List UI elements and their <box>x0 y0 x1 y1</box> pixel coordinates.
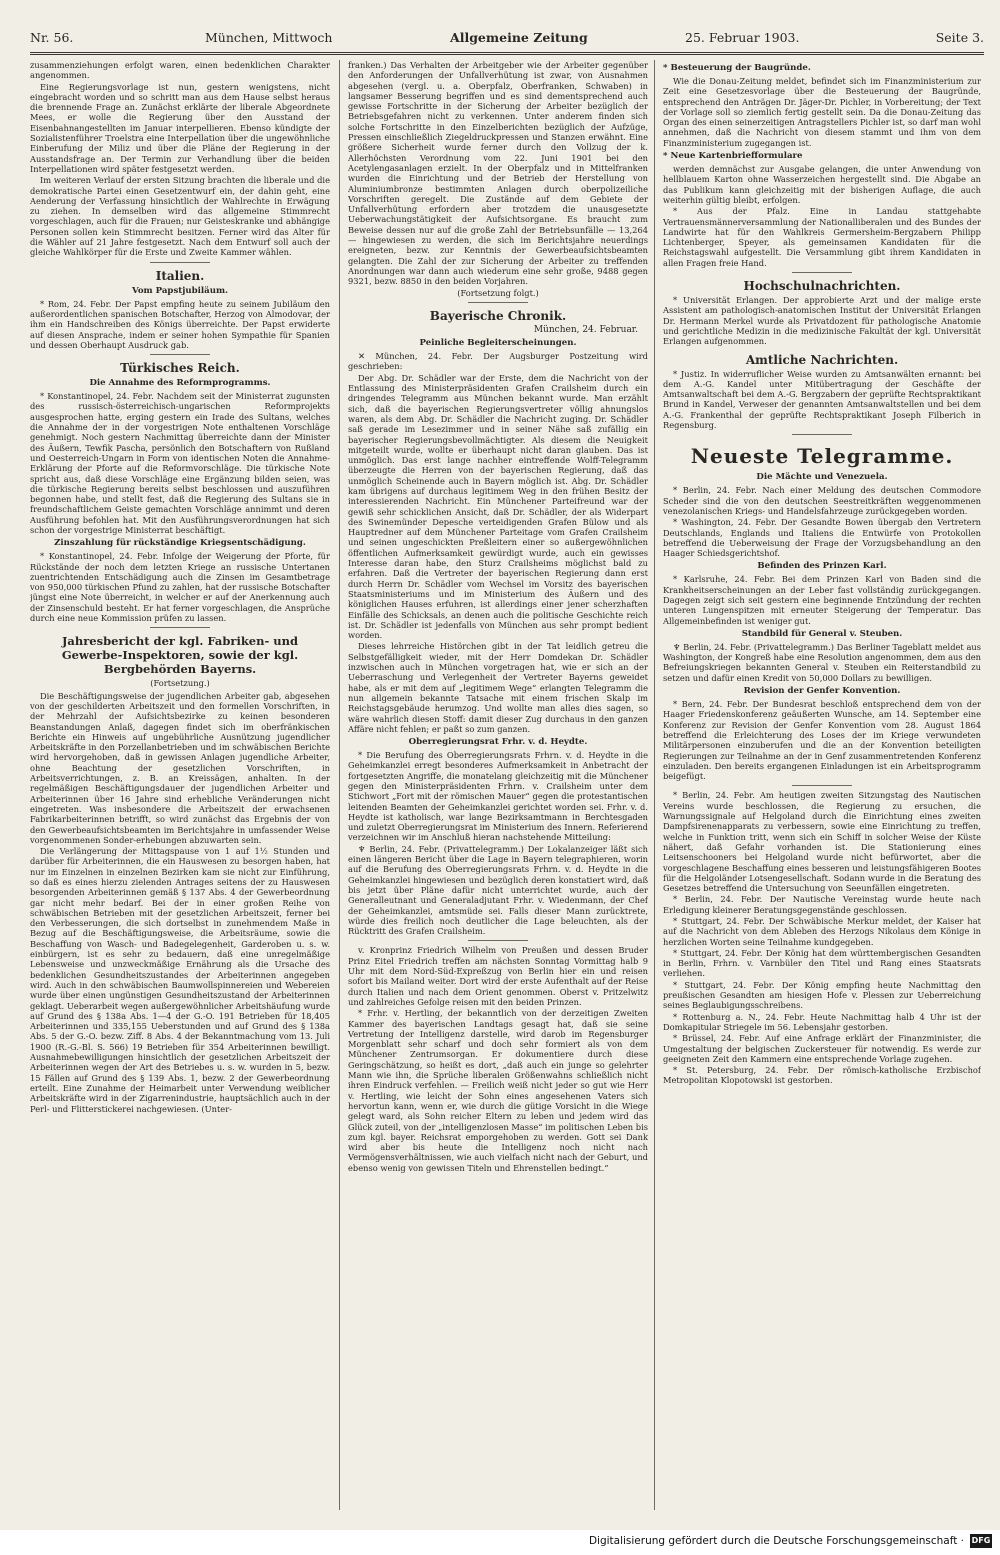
col2-paragraph: Dieses lehrreiche Histörchen gibt in der Tat leidlich getreu die Selbstgefälligkeit wieder, mit der Herr Domdekan Dr. Schädler inzwischen auch in München vorgetragen hat, wie er sich an der Ueberraschung und Verlegenheit der Vertreter Bayerns geweidet habe, als er mit dem auf „legitimem Wege“ erlangten Telegramm die nun allgemein bekannte Tatsache mit einem frischen Skalp im Reichstagsgebäude herumzog. Und wollte man alles dies sagen, so wäre wahrlich diesen Stoff: damit dieser Zug durchaus in den ganzen Affäre nicht fehlen; er paßt so zum ganzen. <box>348 641 648 734</box>
separator <box>150 627 210 628</box>
section-heading-tuerkei: Türkisches Reich. <box>120 361 240 376</box>
col2-paragraph: * Die Berufung des Oberregierungsrats Frhrn. v. d. Heydte in die Geheimkanzlei erregt besonderes Aufmerksamkeit in Anbetracht der fortgesetzten Angriffe, die monatelang gleichzeitig mit die Münchener gegen den Ministerpräsidenten Frhrn. v. Crailsheim unter dem Stichwort „Fort mit der römischen Mauer“ gegen die protestantischen leitenden Beamten der Geheimkanzlei gerichtet worden sei. Frhr. v. d. Heydte ist katholisch, war lange Bezirksamtmann in Berchtesgaden und zuletzt Oberregierungsrat im Ministerium des Innern. Referierend verzeichnen wir im Anschluß hieran nachstehende Mitteilung: <box>348 750 648 843</box>
subheading-papst: Vom Papstjubiläum. <box>131 285 229 296</box>
col3-paragraph: * Stuttgart, 24. Febr. Der König hat dem württembergischen Gesandten in Berlin, Frhrn. v. Varnbüler den Titel und Rang eines Staatsrats verliehen. <box>663 947 981 979</box>
subheading-venezuela: Die Mächte und Venezuela. <box>756 472 888 483</box>
col1-paragraph: * Rom, 24. Febr. Der Papst empfing heute zu seinem Jubiläum den außerordentlichen spanischen Botschafter, Herzog von Almodovar, der ihm ein Handschreiben des Königs überreichte. Der Papst erwiderte auf diesen Ansprache, indem er seiner hohen Sympathie für Spanien und dessen Oberhaupt Ausdruck gab. <box>30 298 330 350</box>
col3-paragraph: * Berlin, 24. Febr. Am heutigen zweiten Sitzungstag des Nautischen Vereins wurde beschlossen, die Regierung zu ersuchen, die Warnungssignale auf Helgoland durch die Einrichtung eines zweiten Dampfsirenenapparats zu verbessern, sowie eine Einrichtung zu treffen, welche in Funktion tritt, wenn sich ein Schiff in solcher Weise der Küste nähert, daß Gefahr vorhanden ist. Die Stationierung eines Leitsenschooners bei Helgoland wurde nicht befürwortet, aber die vorgeschlagene Beschaffung eines besseren und leistungsfähigeren Bootes für die Helgoländer Lotsengesellschaft. Sodann wurde in die Beratung des Gesetzes betreffend die Untersuchung von Seeunfällen eingetreten. <box>663 790 981 894</box>
subheading-steuben: Standbild für General v. Steuben. <box>741 628 903 639</box>
col3-paragraph: Wie die Donau-Zeitung meldet, befindet sich im Finanzministerium zur Zeit eine Gesetzesvorlage über die Besteuerung der Baugründe, entsprechend den Anträgen Dr. Jäger-Dr. Pichler, in Vorbereitung; der Text der Vorlage soll so ziemlich fertig gestellt sein. Da die Donau-Zeitung das Organ des einen seinerzeitigen Antragstellers Pichler ist, so darf man wohl annehmen, daß die Nachricht von diesem stammt und ihm von dem Finanzministerium zugegangen ist. <box>663 76 981 148</box>
col2-paragraph: v. Kronprinz Friedrich Wilhelm von Preußen und dessen Bruder Prinz Eitel Friedrich treffen am nächsten Sonntag Vormittag halb 9 Uhr mit dem Nord-Süd-Expreßzug von Berlin hier ein und reisen sofort bis Mailand weiter. Dort wird der erste Aufenthalt auf der Reise durch Italien und nach dem Orient genommen. Oberst v. Pritzelwitz und zahlreiches Gefolge reisen mit den beiden Prinzen. <box>348 945 648 1007</box>
col3-paragraph: werden demnächst zur Ausgabe gelangen, die unter Anwendung von hellblauem Karton ohne Wasserzeichen hergestellt sind. Die Abgabe an das Publikum kann gleichzeitig mit der bisherigen Auflage, die auch weiterhin gültig bleibt, erfolgen. <box>663 164 981 205</box>
col1-paragraph: Im weiteren Verlauf der ersten Sitzung brachten die liberale und die demokratische Partei einen Gesetzentwurf ein, der dahin geht, eine Aenderung der Verfassung hinsichtlich der Wahlrechte in Erwägung zu ziehen. In demselben wird das allgemeine Stimmrecht vorgeschlagen, auch für die Frauen; nur Geisteskranke und abhängige Personen sollen kein Stimmrecht besitzen. Ferner wird das Alter für die Wähler auf 21 Jahre festgesetzt. Nach dem Entwurf soll auch der gleiche Wahlkörper für die Erste und Zweite Kammer wählen. <box>30 175 330 258</box>
subheading-kartenbriefe: * Neue Kartenbriefformulare <box>663 151 803 162</box>
column-3 <box>663 60 981 1510</box>
masthead-title: Allgemeine Zeitung <box>450 30 588 45</box>
issue-date: 25. Februar 1903. <box>685 30 800 45</box>
section-heading-italien: Italien. <box>155 268 205 283</box>
newspaper-page <box>30 28 984 1513</box>
subheading-prinz-karl: Befinden des Prinzen Karl. <box>757 561 887 572</box>
subheading-baugruende: * Besteuerung der Baugründe. <box>663 63 811 73</box>
subheading-zins: Zinszahlung für rückständige Kriegsentschädigung. <box>54 538 306 549</box>
col3-paragraph: * Stuttgart, 24. Febr. Der König empfing heute Nachmittag den preußischen Gesandten am hiesigen Hofe v. Plessen zur Ueberreichung seines Beglaubigungsschreibens. <box>663 979 981 1011</box>
col3-paragraph: * Washington, 24. Febr. Der Gesandte Bowen übergab den Vertretern Deutschlands, Englands und Italiens die Entwürfe von Protokollen betreffend die Ueberweisung der Frage der Vorzugsbehandlung an den Haager Schiedsgerichtshof. <box>663 517 981 559</box>
dateline: München, 24. Februar. <box>533 324 638 335</box>
col2-paragraph: Der Abg. Dr. Schädler war der Erste, dem die Nachricht von der Entlassung des Ministerpräsidenten Grafen Crailsheim durch ein dringendes Telegramm aus München bekannt wurde. Man erzählt sich, daß die bayerischen Regierungsvertreter völlig ahnungslos waren, als dem Abg. Dr. Schädler die Nachricht zuging. Dr. Schädler saß gerade im Lesezimmer und in seiner Nähe saß zufällig ein bayerischer Regierungsbevollmächtigter. Als diesem die Neuigkeit mitgeteilt wurde, wollte er überhaupt nicht daran glauben. Das ist unmöglich. Das erst lange nachher eintreffende Wolff-Telegramm überzeugte die Herren von der bayerischen Regierung, daß das unmöglich Scheinende auch in Bayern möglich ist. Abg. Dr. Schädler kam übrigens auf durchaus legitimem Weg in den frühen Besitz der interessierenden Nachricht. Ein Münchener Parteifreund war der gewiß sehr schicklichen Ansicht, daß Dr. Schädler, der als Widerpart des Swinemünder Depesche verteidigenden Grafen Bülow und als Hauptredner auf dem Münchener Parteitage vom Grafen Crailsheim und seinen ungeschickten Preßleitern einer so außergewöhnlichen öffentlichen Aufmerksamkeit gewürdigt wurde, auch ein gewisses Interesse daran habe, den Sturz Crailsheims möglichst bald zu erfahren. Daß die Vertreter der bayerischen Regierung dann erst durch Herrn Dr. Schädler vom Wechsel im Vorsitz des bayerischen Staatsministeriums und im Ministerium des Äußern und des königlichen Hauses erfuhren, ist allerdings einer jener scherzhaften Einfälle des Schicksals, an denen auch die politische Geschichte reich ist. Dr. Schädler ist jedenfalls von München aus sehr prompt bedient worden. <box>348 372 648 641</box>
continuation-note: (Fortsetzung.) <box>150 678 210 689</box>
subheading-reform: Die Annahme des Reformprogramms. <box>89 378 271 389</box>
section-heading-bayerische-chronik: Bayerische Chronik. <box>429 308 567 323</box>
separator <box>792 272 852 273</box>
column-divider-1 <box>339 60 340 1510</box>
footer-credit: Digitalisierung gefördert durch die Deutsche Forschungsgemeinschaft · <box>588 1535 964 1547</box>
col1-paragraph: Die Verlängerung der Mittagspause von 1 auf 1½ Stunden und darüber für Arbeiterinnen, die ein Hauswesen zu besorgen haben, hat nur im Einzelnen in einzelnen Bezirken kam sie nicht zur Einführung, so daß es eines hierzu zielenden Antrages seitens der zu Hauswesen besorgenden Arbeiterinnen gemäß § 137 Abs. 4 der Gewerbeordnung gar nicht mehr bedarf. Bei der in einer großen Reihe von schwäbischen Betrieben mit der gesetzlichen Arbeitszeit, ferner bei den Verbesserungen, die sich dortselbst in zunehmendem Maße in Bezug auf die Beschäftigungsweise, die Arbeitsräume, sowie die Beschaffung von Wasch- und Badegelegenheit, Garderoben u. s. w. einbürgern, ist es sehr zu bedauern, daß eine unregelmäßige Lebensweise und unzweckmäßige Ernährung als die Ursache des bedenklichen Gesundheitszustandes der Arbeiterinnen angegeben wird. Auch in den schwäbischen Baumwollspinnereien und Webereien wurde über einen ungünstigen Gesundheitszustand der Arbeiterinnen geklagt. Ueberarbeit wegen außergewöhnlicher Arbeitshäufung wurde auf Grund des § 138a Abs. 1—4 der G.-O. 191 Betrieben für 18,405 Arbeiterinnen und 335,155 Ueberstunden und auf Grund des § 138a Abs. 5 der G.-O. bezw. Ziff. 8 Abs. 4 der Bekanntmachung vom 13. Juli 1900 (R.-G.-Bl. S. 566) 19 Betrieben für 354 Arbeiterinnen bewilligt. Ausnahmebewilligungen hinsichtlich der gesetzlichen Arbeitszeit der Arbeiterinnen wegen der Art des Betriebes u. s. w. wurden in 5, bezw. 15 Fällen auf Grund des § 139 Abs. 1, bezw. 2 der Gewerbeordnung erteilt. Eine Zunahme der Heimarbeit unter Verwendung weiblicher Arbeitskräfte wird in der Zigarrenindustrie, hauptsächlich auch in der Perl- und Flitterstickerei nachgewiesen. (Unter- <box>30 846 330 1114</box>
separator <box>150 262 210 263</box>
col1-paragraph: * Konstantinopel, 24. Febr. Infolge der Weigerung der Pforte, für Rückstände der noch dem letzten Kriege an russische Untertanen zuentrichtenden Entschädigung auch die Zinsen im Gesamtbetrage von 950,000 türkischen Pfund zu zahlen, hat der russische Botschafter jüngst eine Note überreicht, in welcher er auf der Anerkennung auch der Zinsenschuld besteht. Er hat ferner vorgeschlagen, die Ansprüche durch eine neue Kommission prüfen zu lassen. <box>30 551 330 624</box>
col3-paragraph: * Stuttgart, 24. Febr. Der Schwäbische Merkur meldet, der Kaiser hat auf die Nachricht von dem Ableben des Herzogs Nikolaus dem Könige in herzlichen Worten seine Teilnahme kundgegeben. <box>663 916 981 947</box>
col3-paragraph: * Berlin, 24. Febr. Der Nautische Vereinstag wurde heute nach Erledigung kleinerer Beratungsgegenstände geschlossen. <box>663 894 981 915</box>
section-heading-amtlich: Amtliche Nachrichten. <box>745 352 899 367</box>
col1-paragraph: zusammenziehungen erfolgt waren, einen bedenklichen Charakter angenommen. <box>30 60 330 81</box>
separator <box>792 785 852 786</box>
dfg-logo: DFG <box>970 1534 992 1548</box>
column-2 <box>348 60 648 1510</box>
issue-number: Nr. 56. <box>30 30 74 45</box>
col3-paragraph: * Rottenburg a. N., 24. Febr. Heute Nachmittag halb 4 Uhr ist der Domkapitular Striegele im 56. Lebensjahr gestorben. <box>663 1011 981 1032</box>
separator <box>792 434 852 435</box>
col3-paragraph: * St. Petersburg, 24. Febr. Der römisch-katholische Erzbischof Metropolitan Klopotowski ist gestorben. <box>663 1065 981 1086</box>
separator <box>468 940 528 941</box>
column-1 <box>30 60 330 1510</box>
col3-paragraph: * Karlsruhe, 24. Febr. Bei dem Prinzen Karl von Baden sind die Krankheitserscheinungen an der Leber fast vollständig zurückgegangen. Dagegen zeigt sich seit gestern eine beginnende Entzündung der rechten unteren Lungenspitzen mit erneuter Steigerung der Temperatur. Das Allgemeinbefinden ist weniger gut. <box>663 574 981 626</box>
col3-paragraph: * Aus der Pfalz. Eine in Landau stattgehabte Vertrauensmännerversammlung der Nationalliberalen und des Bundes der Landwirte hat für den Wahlkreis Germersheim-Bergzabern Philipp Lichtenberger, Speyer, als gemeinsamen Kandidaten für die Reichstagswahl aufgestellt. Die Versammlung gibt ihrem Kandidaten in allen Fragen freie Hand. <box>663 206 981 268</box>
section-heading-neueste-telegramme: Neueste Telegramme. <box>690 444 954 469</box>
col3-paragraph: ♆ Berlin, 24. Febr. (Privattelegramm.) Das Berliner Tageblatt meldet aus Washington, der Kongreß habe eine Resolution angenommen, dem aus den Befreiungskriegen bekannten General v. Steuben ein Reiterstandbild zu setzen und dafür einen Kredit von 50,000 Dollars zu bewilligen. <box>663 641 981 683</box>
separator <box>150 354 210 355</box>
col2-paragraph: ✕ München, 24. Febr. Der Augsburger Postzeitung wird geschrieben: <box>348 351 648 372</box>
col3-paragraph: * Berlin, 24. Febr. Nach einer Meldung des deutschen Commodore Scheder sind die von den deutschen Seestreitkräften weggenommenen venezolanischen Kriegs- und Handelsfahrzeuge zurückgegeben worden. <box>663 485 981 516</box>
col2-paragraph: ♆ Berlin, 24. Febr. (Privattelegramm.) Der Lokalanzeiger läßt sich einen längeren Bericht über die Lage in Bayern telegraphieren, worin auf die Berufung des Oberregierungsrats Frhrn. v. d. Heydte in die Geheimkanzlei hingewiesen und bezüglich deren konstatiert wird, daß bis jetzt über Pläne dafür nicht unterrichtet wurde, auch der Generalleutnant und Generaladjutant Frhr. v. Wiedenmann, der Chef der Geheimkanzlei, amtsmüde sei. Falls dieser Mann zurücktrete, würde dies freilich noch deutlicher die Lage beleuchten, als der Rücktritt des Grafen Crailsheim. <box>348 843 648 937</box>
col2-paragraph: * Frhr. v. Hertling, der bekanntlich von der derzeitigen Zweiten Kammer des bayerischen Landtags gesagt hat, daß sie seine Vertretung der Intelligenz darstelle, wird darob im Regensburger Morgenblatt sehr scharf und doch sehr formiert als von dem Münchener Zentrumsorgan. Er dokumentiere durch diese Geringschätzung, so heißt es dort, „daß auch ein junge so gelehrter Mann wie ihn, die Sprüche liberalen Größenwahns schließlich nicht ihren Eindruck verfehlen. — Freilich weiß nicht jeder so gut wie Herr v. Hertling, wie leicht der Sohn eines angesehenen Vaters sich hervortun kann, wenn er, wie durch die gütige Vorsicht in die Wiege gelegt ward, als Sohn reicher Eltern zu leben und jedem wird das Glück zuteil, von der „intelligenzlosen Masse“ im politischen Leben bis zum kgl. bayer. Reichsrat emporgehoben zu werden. Gott sei Dank wird aber bis heute die Intelligenz noch nicht nach Vermögensverhältnissen, wie auch vielfach nicht nach der Geburt, und ebenso wenig von gewissen Titeln und Ehrenstellen bedingt.“ <box>348 1008 648 1173</box>
continuation-note: (Fortsetzung folgt.) <box>457 287 539 298</box>
subheading-peinlich: Peinliche Begleiterscheinungen. <box>419 338 577 349</box>
col1-paragraph: Die Beschäftigungsweise der jugendlichen Arbeiter gab, abgesehen von der geschilderten Arbeitszeit und den formellen Vorschriften, in der Mehrzahl der Aufsichtsbezirke zu keinen besonderen Beanstandungen Anlaß, dagegen findet sich im oberfränkischen Berichte ein Hinweis auf ungebührliche Ausnützung jugendlicher Arbeitskräfte in den Porzellanbetrieben und im schwäbischen Berichte wird hervorgehoben, daß in gewissen Anlagen jugendliche Arbeiter, ohne Beachtung der gesetzlichen Vorschriften, in Arbeitsverrichtungen, z. B. an Kreissägen, anhalten. In der regelmäßigen Beschäftigungsdauer der jugendlichen Arbeiter und Arbeiterinnen über 16 Jahre sind erhebliche Veränderungen nicht eingetreten. Was insbesondere die Arbeitszeit der erwachsenen Fabrikarbeiterinnen betrifft, so wird zunächst das Ergebnis der von den Gewerbeaufsichtsbeamten im Berichtsjahre in umfassender Weise vorgenommenen Sonder-erhebungen abzuwarten sein. <box>30 690 330 845</box>
subheading-genfer: Revision der Genfer Konvention. <box>743 686 901 697</box>
column-divider-2 <box>654 60 655 1510</box>
col1-paragraph: Eine Regierungsvorlage ist nun, gestern wenigstens, nicht eingebracht worden und so schritt man aus dem Hause selbst heraus die brennende Frage an. Zunächst erklärte der liberale Abgeordnete Mees, er wolle die Regierung über den Ausstand der Eisenbahnangestellten im Januar interpellieren. Ebenso kündigte der Sozialistenführer Troelstra eine Interpellation über die ungewöhnliche Einberufung der Miliz und über die Pläne der Regierung in der Ausstandsfrage an. Der Termin zur Verhandlung über die beiden Interpellationen wird später festgesetzt werden. <box>30 81 330 174</box>
page-header <box>30 28 984 48</box>
header-rule-2 <box>30 54 984 55</box>
col3-paragraph: * Bern, 24. Febr. Der Bundesrat beschloß entsprechend dem von der Haager Friedenskonferenz geäußerten Wunsche, am 14. September eine Konferenz zur Revision der Genfer Konvention vom 28. August 1864 betreffend die Erleichterung des Loses der im Kriege verwundeten Militärpersonen einzuberufen und die an der Konvention beteiligten Regierungen zur Teilnahme an der in Genf zusammentretenden Konferenz einzuladen. Den bereits ergangenen Einladungen ist ein Arbeitsprogramm beigefügt. <box>663 699 981 782</box>
col3-paragraph: * Justiz. In widerruflicher Weise wurden zu Amtsanwälten ernannt: bei dem A.-G. Kandel unter Mitübertragung der Geschäfte der Amtsanwaltschaft bei dem A.-G. Bergzabern der geprüfte Rechtspraktikant Brund in Kandel, Verweser der genannten Amtsanwaltstellen und bei dem A.-G. Frankenthal der geprüfte Rechtspraktikant Joseph Filberich in Regensburg. <box>663 368 981 431</box>
header-rule <box>30 52 984 53</box>
place-day: München, Mittwoch <box>205 30 333 45</box>
col1-paragraph: * Konstantinopel, 24. Febr. Nachdem seit der Ministerrat zugunsten des russisch-österreichisch-ungarischen Reformprojekts ausgesprochen hatte, erging gestern ein Irade des Sultans, welches die Annahme der in der vorgestrigen Note enthaltenen Vorschläge genehmigt. Noch gestern Nachmittag überreichte dann der Minister des Äußern, Tewfik Pascha, persönlich den Botschaftern von Rußland und Oesterreich-Ungarn in Form von identischen Noten die Annahme-Erklärung der Pforte auf die Reformvorschläge. Die türkische Note spricht aus, daß diese Vorschläge eine Ergänzung bilden seien, was die türkische Regierung bereits selbst beschlossen und auszuführen begonnen habe, und stellt fest, daß die Regierung des Sultans sie in freundschaftlichem Geiste gemachten Vorschläge annimmt und deren Ausführung befohlen hat. Mit den Ausführungsverordnungen hat sich schon der vorgestrige Ministerrat beschäftigt. <box>30 391 330 535</box>
page-number: Seite 3. <box>935 30 984 45</box>
separator <box>468 302 528 303</box>
col3-paragraph: * Universität Erlangen. Der approbierte Arzt und der malige erste Assistent am pathologisch-anatomischen Institut der Universität Erlangen Dr. Hermann Merkel wurde als Privatdozent für pathologische Anatomie und gerichtliche Medizin in die medizinische Fakultät der kgl. Universität Erlangen aufgenommen. <box>663 295 981 347</box>
subheading-heydte: Oberregierungsrat Frhr. v. d. Heydte. <box>408 737 588 748</box>
footer-bar <box>0 1530 1000 1555</box>
section-heading-jahresbericht: Jahresbericht der kgl. Fabriken- und Gewerbe-Inspektoren, sowie der kgl. Bergbehörden Bayerns. <box>61 634 299 677</box>
col2-paragraph: franken.) Das Verhalten der Arbeitgeber wie der Arbeiter gegenüber den Anforderungen der Unfallverhütung ist zwar, von Ausnahmen abgesehen (vergl. u. a. Oberpfalz, Oberfranken, Schwaben) in langsamer Besserung begriffen und es sind dementsprechend auch gewisse Fortschritte in der Sicherung der Arbeiter bezüglich der Betriebsgefahren nicht zu verkennen. Unter anderem finden sich solche Fortschritte in den Einzelberichten bezüglich der Aufzüge, Pressen einschließlich Ziegeldruckpressen und Stanzen erwähnt. Eine größere Sicherheit wurde ferner durch den Vollzug der k. Allerhöchsten Verordnung vom 22. Juni 1901 bei den Acetylengasanlagen erzielt. In der Oberpfalz und in Mittelfranken wurden die Einrichtung und der Betrieb der Herstellung von Aluminiumbronze bestimmten Anlagen durch oberpolizeiliche Vorschriften geregelt. Die Zustände auf dem Gebiete der Unfallverhütung erfordern aber trotzdem die unausgesetzte Ueberwachungstätigkeit der Aufsichtsorgane. Es braucht zum Beweise dessen nur auf die große Zahl der Betriebsunfälle — 13,264 — hingewiesen zu werden, die sich im Berichtsjahre neuerdings ereigneten, bezw. zur Kenntnis der Gewerbeaufsichtsbeamten gelangten. Die Zahl der zur Sicherung der Arbeiter zu treffenden Anordnungen war dann auch wiederum eine sehr große, 9488 gegen 9321, bezw. 8850 in den beiden Vorjahren. <box>348 60 648 287</box>
section-heading-hochschul: Hochschulnachrichten. <box>743 279 901 294</box>
col3-paragraph: * Brüssel, 24. Febr. Auf eine Anfrage erklärt der Finanzminister, die Umgestaltung der belgischen Zuckersteuer für notwendig. Es werde zur geeigneten Zeit den Kammern eine entsprechende Vorlage zugehen. <box>663 1033 981 1064</box>
